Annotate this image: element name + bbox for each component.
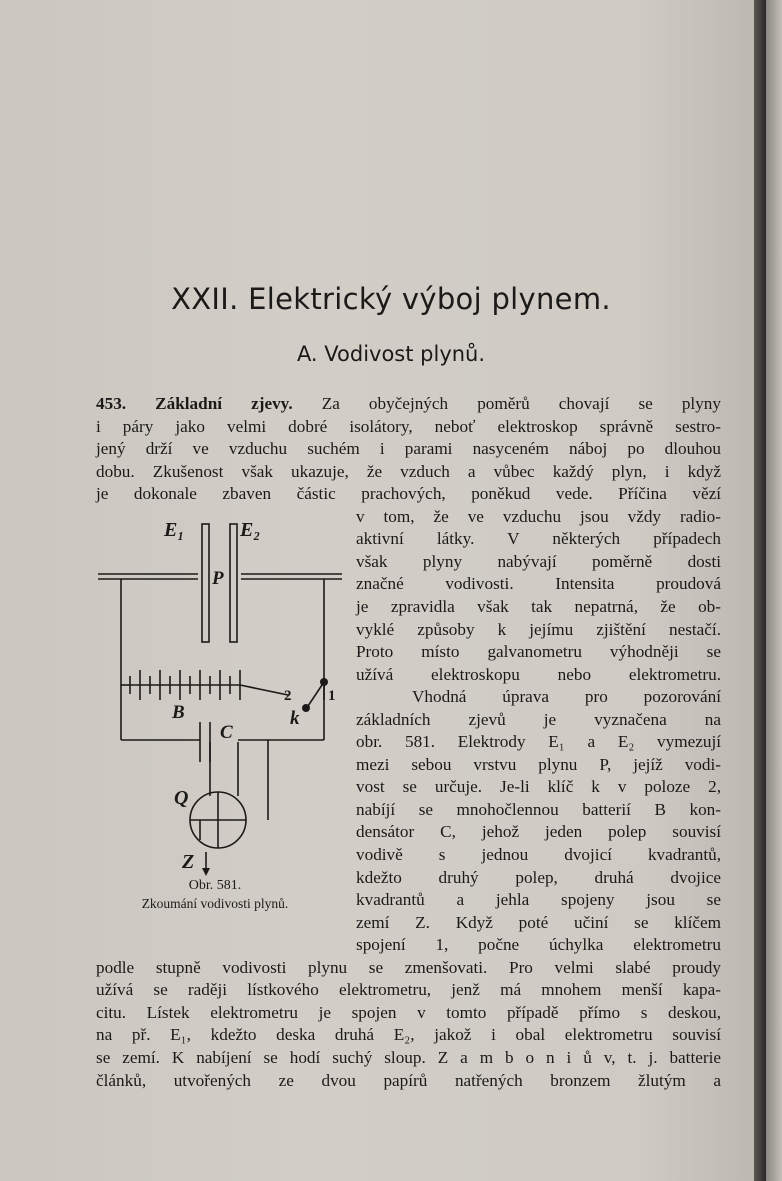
page-gutter-shadow (754, 0, 766, 1181)
text-line (356, 821, 721, 843)
text-line-content: článků, utvořených ze dvou papírů natřených bronzem žlutým a (96, 1070, 721, 1090)
text-line-content: základních zjevů je vyznačena na (356, 709, 721, 729)
text-line-content: zemí Z. Když poté učiní se klíčem (356, 912, 721, 932)
text-line-content: Proto místo galvanometru výhodněji se (356, 642, 721, 662)
text-line (96, 461, 721, 483)
text-line (356, 641, 721, 663)
text-line (96, 1070, 721, 1092)
text-line (96, 1047, 721, 1069)
label-e1: E₁ (164, 519, 185, 541)
text-line (356, 709, 721, 731)
text-line-content: však plyny nabývají poměrně dosti (356, 551, 721, 571)
text-line (356, 573, 721, 595)
text-line (356, 754, 721, 776)
label-k: k (290, 708, 300, 729)
text-line (96, 957, 721, 979)
text-line-content: podle stupně vodivosti plynu se zmenšovati. Pro velmi slabé proudy (96, 957, 721, 977)
text-line-content: vost se určuje. Je-li klíč k v poloze 2, (356, 777, 721, 797)
text-line (356, 799, 721, 821)
figure-581-diagram (88, 500, 348, 880)
text-line-content: Vhodná úprava pro pozorování (412, 687, 721, 707)
chapter-title: XXII. Elektrický výboj plynem. (171, 282, 611, 316)
label-2: 2 (284, 688, 292, 704)
text-line-content: užívá elektroskopu nebo elektrometru. (356, 664, 721, 684)
text-line-content: kdežto druhý polep, druhá dvojice (356, 867, 721, 887)
paragraph-number: 453. Základní zjevy. (96, 394, 293, 413)
label-c: C (220, 722, 233, 743)
text-line-content: i páry jako velmi dobré isolátory, neboť elektroskop správně sestro- (96, 416, 721, 436)
text-line-content: značné vodivosti. Intensita proudová (356, 574, 721, 594)
page-edge (766, 0, 782, 1181)
text-line-content: citu. Lístek elektrometru je spojen v tomto případě přímo s deskou, (96, 1002, 721, 1022)
text-line (356, 776, 721, 798)
label-p: P (212, 568, 224, 589)
text-line (96, 416, 721, 438)
figure-caption-number: Obr. 581. (188, 878, 242, 893)
text-line (356, 934, 721, 956)
text-line-content: densátor C, jehož jeden polep souvisí (356, 822, 721, 842)
text-line-content: kvadrantů a jehla spojeny jsou se (356, 890, 721, 910)
text-line (356, 889, 721, 911)
label-z: Z (182, 851, 195, 873)
label-e2: E₂ (240, 519, 261, 541)
text-line-content: nabíjí se mnohočlennou batterií B kon- (356, 799, 721, 819)
text-line-content: se zemí. K nabíjení se hodí suchý sloup. Z a m b o n i ů v, t. j. batterie (96, 1047, 721, 1067)
label-1: 1 (328, 688, 336, 704)
text-line (356, 619, 721, 641)
text-line-content: je dokonale zbaven částic prachových, poněkud vede. Příčina vězí (96, 484, 721, 504)
text-line-content: aktivní látky. V některých případech (356, 529, 721, 549)
text-line-content: v tom, že ve vzduchu jsou vždy radio- (356, 506, 721, 526)
text-line (356, 551, 721, 573)
text-line (356, 731, 721, 753)
section-title: A. Vodivost plynů. (296, 342, 486, 366)
figure-caption-text: Zkoumání vodivosti plynů. (141, 896, 289, 911)
text-line-content: mezi sebou vrstvu plynu P, jejíž vodi- (356, 754, 721, 774)
text-line (96, 1024, 721, 1046)
label-q: Q (174, 787, 189, 809)
text-line-content: je zpravidla však tak nepatrná, že ob- (356, 596, 721, 616)
text-line (412, 686, 721, 708)
text-line-content: užívá se raději lístkového elektrometru, jenž má mnohem menší kapa- (96, 980, 721, 1000)
text-line (356, 867, 721, 889)
text-line (356, 912, 721, 934)
text-line (356, 506, 721, 528)
text-line-content: jený drží ve vzduchu suchém i parami nasyceném náboj po dlouhou (96, 439, 721, 459)
label-b: B (172, 702, 185, 723)
text-line (356, 844, 721, 866)
text-line (96, 1002, 721, 1024)
text-line-content: obr. 581. Elektrody E₁ a E₂ vymezují (356, 732, 721, 752)
text-line-content: vodivě s jednou dvojicí kvadrantů, (356, 845, 721, 864)
text-line-content: vyklé způsoby k jejímu zjištění nestačí. (356, 619, 721, 639)
text-line-content: na př. E₁, kdežto deska druhá E₂, jakož i obal elektrometru souvisí (96, 1025, 721, 1045)
text-line-content: dobu. Zkušenost však ukazuje, že vzduch a vůbec každý plyn, i když (96, 461, 721, 481)
text-line (356, 596, 721, 618)
text-line-content: spojení 1, počne úchylka elektrometru (356, 935, 721, 955)
text-line (96, 979, 721, 1001)
text-line (356, 664, 721, 686)
text-line-content: Za obyčejných poměrů chovají se plyny (292, 394, 721, 413)
text-line (96, 393, 721, 415)
text-line (356, 528, 721, 550)
text-line (96, 438, 721, 460)
